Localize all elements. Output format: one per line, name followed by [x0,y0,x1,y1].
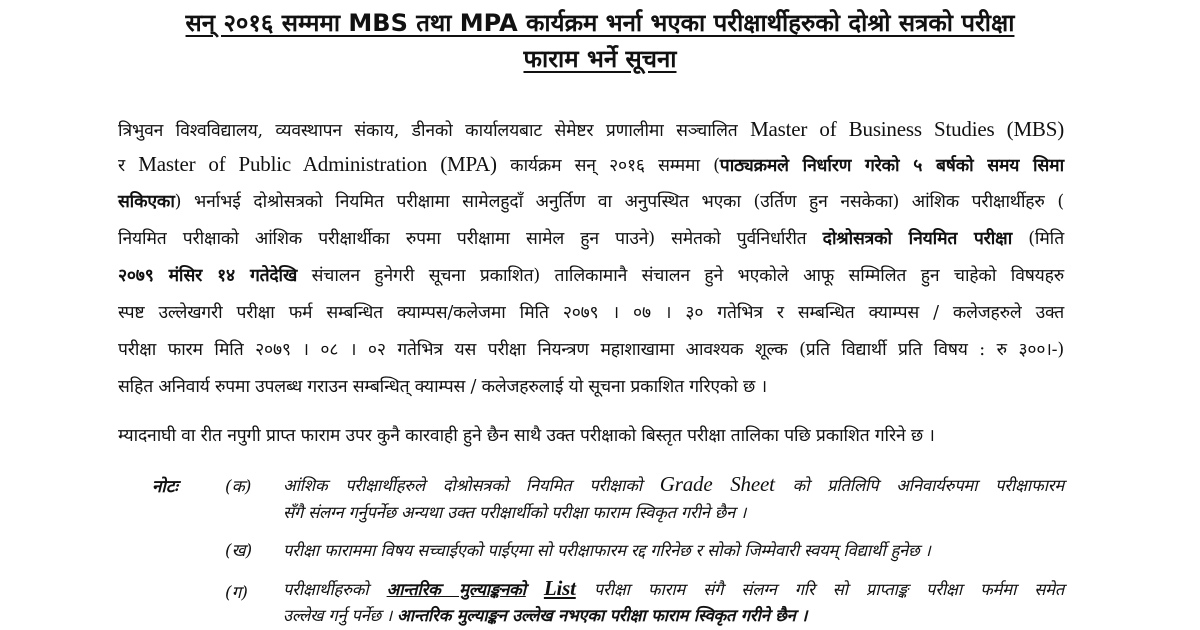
p1-text: ) भर्नाभई दोश्रोसत्रको नियमित परीक्षामा सामेलहुदाँ अनुर्तिण वा अनुपस्थित भएका (उर्तिण हुन नसकेका) आंशिक परीक्षार्थीहरु ( [174,192,1064,212]
p1-bold-text: दोश्रोसत्रको नियमित परीक्षा [822,229,1013,249]
p1-line-4 [118,226,1064,250]
note-ga-line-2 [283,603,1064,626]
p1-line-2 [118,152,1064,177]
p1-text: (मिति [1028,229,1064,249]
note-mark-ka: (क) [225,477,252,497]
p1-text: र [118,156,125,176]
p1-program-mpa: Master of Public Administration (MPA) [138,152,497,176]
p1-bold-text: २०७९ मंसिर १४ गतेदेखि [118,266,298,286]
p1-text: कार्यक्रम सन् २०१६ सम्ममा ( [510,156,720,176]
note-grade-sheet: Grade Sheet [659,472,775,496]
note-bold-text: आन्तरिक मुल्याङ्कन उल्लेख नभएका परीक्षा फाराम स्विकृत गरीने छैन । [397,606,808,625]
note-mark-kha: (ख) [225,541,253,561]
notice-title-line-1: सन् २०१६ सम्ममा MBS तथा MPA कार्यक्रम भर्ना भएका परीक्षार्थीहरुको दोश्रो सत्रको परीक्षा [185,9,1015,37]
p1-line-5 [118,263,1064,287]
note-text: आंशिक परीक्षार्थीहरुले दोश्रोसत्रको नियमित परीक्षाको [283,476,642,495]
p1-line-7: परीक्षा फारम मिति २०७९ । ०८ । ०२ गतेभित्र यस परीक्षा नियन्त्रण महाशाखामा आवश्यक शूल्क (प्रति विद्यार्थी प्रति विषय : रु ३००।-) [118,340,1064,360]
p1-line-1 [118,117,1064,142]
p1-text: नियमित परीक्षाको आंशिक परीक्षार्थीका रुपमा परीक्षामा सामेल हुन पाउने) समेतको पुर्वनिर्धारीत [118,229,807,249]
note-ka-line-2: सँगै संलग्न गर्नुपर्नेछ अन्यथा उक्त परीक्षार्थीको परीक्षा फाराम स्विकृत गरीने छैन । [283,503,747,522]
note-text: परीक्षा फाराम संगै संलग्न गरि सो प्राप्ताङ्क परीक्षा फर्ममा समेत [593,580,1065,599]
note-list: List [543,576,576,600]
note-internal-assessment: आन्तरिक मुल्याङ्कनको [386,580,526,599]
p1-line-6: स्पष्ट उल्लेखगरी परीक्षा फर्म सम्बन्धित क्याम्पस/कलेजमा मिति २०७९ । ०७ । ३० गतेभित्र र सम्बन्धित क्याम्पस / कलेजहरुले उक्त [118,303,1064,323]
note-text: परीक्षार्थीहरुको [283,580,369,599]
p1-bold-text: पाठ्यक्रमले निर्धारण गरेको ५ बर्षको समय सिमा [719,156,1064,176]
p1-text: संचालन हुनेगरी सूचना प्रकाशित) तालिकामानै संचालन हुने भएकोले आफू सम्मिलित हुन चाहेको विषयहरु [311,266,1064,286]
note-text: उल्लेख गर्नु पर्नेछ । [283,606,393,625]
p1-line-8: सहित अनिवार्य रुपमा उपलब्ध गराउन सम्बन्धित् क्याम्पस / कलेजहरुलाई यो सूचना प्रकाशित गरिएको छ । [118,377,767,397]
note-ga-line-1 [283,576,1064,601]
paragraph-2: म्यादनाघी वा रीत नपुगी प्राप्त फाराम उपर कुनै कारवाही हुने छैन साथै उक्त परीक्षाको बिस्तृत परीक्षा तालिका पछि प्रकाशित गरिने छ । [118,426,935,446]
p1-text: त्रिभुवन विश्वविद्यालय, व्यवस्थापन संकाय, डीनको कार्यालयबाट सेमेष्टर प्रणालीमा सञ्चालित [118,121,738,141]
notice-title-line-2: फाराम भर्ने सूचना [523,45,677,73]
p1-bold-text: सकिएका [118,192,175,212]
note-mark-ga: (ग) [225,583,248,603]
note-kha-line-1: परीक्षा फाराममा विषय सच्चाईएको पाईएमा सो परीक्षाफारम रद्द गरिनेछ र सोको जिम्मेवारी स्वयम् विद्यार्थी हुनेछ । [283,541,931,560]
note-ka-line-1 [283,472,1064,497]
p1-line-3 [118,189,1064,213]
notes-label: नोटः [152,477,178,497]
p1-program-mbs: Master of Business Studies (MBS) [750,117,1064,141]
note-text: को प्रतिलिपि अनिवार्यरुपमा परीक्षाफारम [792,476,1065,495]
